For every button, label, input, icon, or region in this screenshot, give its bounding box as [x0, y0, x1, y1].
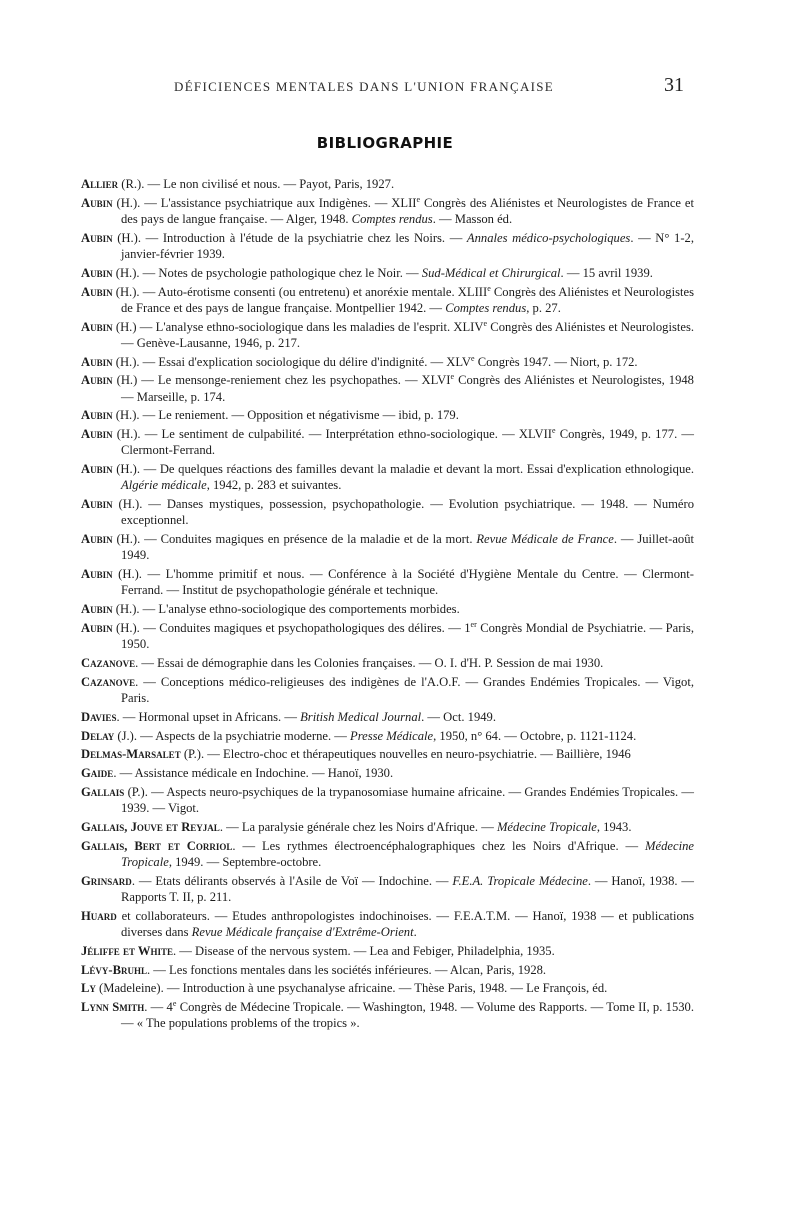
entry-text: (H.). — Le sentiment de culpabilité. — Interprétation ethno-sociologique. — XLVII: [112, 427, 552, 442]
bibliography-entry: [81, 284, 694, 316]
entry-author: Delmas-Marsalet: [81, 747, 181, 762]
bibliography-entry: [81, 908, 694, 940]
entry-text: Congrès Mondial de Psychiatrie. — Paris, 1950.: [121, 620, 694, 652]
entry-author: Jéliffe et White: [81, 943, 173, 958]
entry-text: . — Assistance médicale en Indochine. — Hanoï, 1930.: [113, 766, 394, 781]
entry-author: Aubin: [81, 602, 113, 617]
entry-text: . — Hormonal upset in Africans. —: [116, 709, 301, 724]
entry-text: (P.). — Electro-choc et thérapeutiques nouvelles en neuro-psychiatrie. — Baillière, 1946: [180, 747, 631, 762]
entry-text: . — Hanoï, 1938. — Rapports T. II, p. 211.: [121, 873, 694, 904]
entry-author: Delay: [81, 728, 115, 743]
entry-text: (P.). — Aspects neuro-psychiques de la trypanosomiase humaine africaine. — Grandes Endémies Tropicales. — 1939. — Vigot.: [121, 784, 694, 816]
entry-text: (H.) — Le mensonge-reniement chez les psychopathes. — XLVI: [112, 373, 451, 388]
entry-title-italic: Revue Médicale française d'Extrême-Orient: [191, 924, 414, 939]
page-number: 31: [664, 74, 684, 96]
bibliography-entry: [81, 709, 694, 725]
bibliography-entry: [81, 566, 694, 598]
entry-text: Congrès des Aliénistes et Neurologistes de France et des pays de langue française. Montpellier 1942. —: [121, 284, 694, 315]
entry-text: (H.). — Conduites magiques et psychopathologiques des délires. — 1: [112, 620, 471, 635]
entry-text: (H.). — Notes de psychologie pathologique chez le Noir. —: [112, 265, 422, 280]
entry-text: , 1950, n° 64. — Octobre, p. 1121-1124.: [433, 728, 637, 743]
entry-author: Davies: [81, 709, 117, 724]
entry-text: (H.). — L'homme primitif et nous. — Conférence à la Société d'Hygiène Mentale du Centre. — Clermont-Ferrand. — Institut de psychopathologie générale et technique.: [112, 567, 694, 598]
entry-author: Huard: [81, 908, 117, 923]
entry-author: Lynn Smith: [81, 1000, 145, 1015]
entry-text: Congrès, 1949, p. 177. — Clermont-Ferrand.: [121, 427, 694, 458]
bibliography-entry: [81, 655, 694, 671]
entry-text: , p. 27.: [526, 300, 561, 315]
entry-text: (H.). — Le reniement. — Opposition et négativisme — ibid, p. 179.: [112, 408, 459, 423]
entry-text: (H.). — L'assistance psychiatrique aux Indigènes. — XLII: [112, 195, 417, 210]
entry-author: Lévy-Bruhl: [81, 962, 147, 977]
bibliography-entry: [81, 601, 694, 617]
entry-text: Congrès 1947. — Niort, p. 172.: [474, 354, 638, 369]
bibliography-entry: [81, 674, 694, 706]
entry-text: .: [413, 924, 417, 939]
entry-title-italic: Sud-Médical et Chirurgical: [421, 265, 561, 280]
bibliography-entry: [81, 407, 694, 423]
entry-text: (H.). — L'analyse ethno-sociologique des comportements morbides.: [112, 602, 460, 617]
entry-title-italic: Revue Médicale de France: [476, 532, 614, 547]
entry-title-italic: F.E.A. Tropicale Médecine: [452, 873, 588, 888]
entry-text: Congrès de Médecine Tropicale. — Washington, 1948. — Volume des Rapports. — Tome II, p. 1530. — « The populations problems of the tropics ».: [121, 1000, 694, 1031]
entry-text: . — N° 1-2, janvier-février 1939.: [121, 230, 694, 261]
entry-author: Aubin: [81, 319, 113, 334]
bibliography-entry: [81, 943, 694, 959]
entry-text: . — Conceptions médico-religieuses des indigènes de l'A.O.F. — Grandes Endémies Tropicales. — Vigot, Paris.: [121, 674, 694, 705]
entry-text: . — 15 avril 1939.: [560, 265, 653, 280]
entry-text: (H.). — Conduites magiques en présence de la maladie et de la mort.: [112, 532, 477, 547]
entry-text: (H.). — Danses mystiques, possession, psychopathologie. — Evolution psychiatrique. — 1948. — Numéro exceptionnel.: [112, 497, 694, 528]
entry-author: Aubin: [81, 195, 113, 210]
superscript: e: [416, 194, 421, 204]
entry-text: (H.). — Introduction à l'étude de la psychiatrie chez les Noirs. —: [112, 230, 467, 245]
bibliography-entry: [81, 962, 694, 978]
section-title: BIBLIOGRAPHIE: [316, 134, 454, 152]
entry-author: Aubin: [81, 497, 113, 512]
bibliography-entry: [81, 230, 694, 262]
entry-author: Grinsard: [81, 873, 132, 888]
entry-title-italic: Médecine Tropicale: [121, 838, 694, 869]
superscript: er: [470, 619, 477, 629]
entry-text: . — 4: [144, 1000, 173, 1015]
entry-text: (H.) — L'analyse ethno-sociologique dans les maladies de l'esprit. XLIV: [112, 319, 484, 334]
entry-text: . — Les fonctions mentales dans les sociétés inférieures. — Alcan, Paris, 1928.: [147, 962, 547, 977]
entry-text: . — Essai de démographie dans les Colonies françaises. — O. I. d'H. P. Session de mai 1930.: [135, 655, 604, 670]
superscript: e: [172, 998, 177, 1008]
bibliography-entry: [81, 372, 694, 404]
running-title: DÉFICIENCES MENTALES DANS L'UNION FRANÇAISE: [174, 79, 555, 94]
entry-title-italic: British Medical Journal: [300, 709, 422, 724]
bibliography-entry: [81, 999, 694, 1031]
entry-text: Congrès des Aliénistes et Neurologistes, 1948 — Marseille, p. 174.: [121, 373, 694, 404]
entry-text: . — Les rythmes électroencéphalographiques chez les Noirs d'Afrique. —: [232, 838, 646, 853]
superscript: e: [483, 318, 488, 328]
entry-author: Aubin: [81, 462, 113, 477]
entry-author: Aubin: [81, 567, 113, 582]
entry-author: Gallais, Jouve et Reyjal: [81, 819, 220, 834]
bibliography-entry: [81, 980, 694, 996]
entry-text: . — Etats délirants observés à l'Asile de Voï — Indochine. —: [131, 873, 453, 888]
bibliography-entry: [81, 784, 694, 816]
bibliography-entry: [81, 620, 694, 652]
entry-author: Aubin: [81, 408, 113, 423]
bibliography-entry: [81, 461, 694, 493]
entry-text: , 1942, p. 283 et suivantes.: [206, 478, 342, 493]
entry-text: (J.). — Aspects de la psychiatrie moderne. —: [114, 728, 351, 743]
entry-author: Aubin: [81, 373, 113, 388]
entry-author: Cazanove: [81, 655, 136, 670]
entry-author: Gallais: [81, 784, 125, 799]
bibliography-entry: [81, 195, 694, 227]
bibliography-entry: [81, 765, 694, 781]
bibliography-entry: [81, 319, 694, 351]
bibliography-entry: [81, 838, 694, 870]
entry-text: . — Juillet-août 1949.: [121, 532, 695, 563]
entry-title-italic: Médecine Tropicale: [496, 819, 597, 834]
bibliography-entry: [81, 496, 694, 528]
entry-author: Aubin: [81, 284, 113, 299]
entry-text: . — La paralysie générale chez les Noirs d'Afrique. —: [219, 819, 497, 834]
entry-text: . — Oct. 1949.: [421, 709, 496, 724]
running-header: [174, 74, 684, 98]
bibliography-entry: [81, 354, 694, 370]
entry-title-italic: Presse Médicale: [350, 728, 434, 743]
entry-text: (R.). — Le non civilisé et nous. — Payot, Paris, 1927.: [118, 177, 395, 191]
entry-author: Aubin: [81, 265, 113, 280]
entry-title-italic: Comptes rendus: [351, 212, 433, 226]
entry-author: Aubin: [81, 532, 113, 547]
entry-text: , 1943.: [596, 819, 632, 834]
entry-author: Aubin: [81, 354, 113, 369]
entry-author: Aubin: [81, 230, 113, 245]
bibliography-entry: [81, 265, 694, 281]
entry-text: et collaborateurs. — Etudes anthropologistes indochinoises. — F.E.A.T.M. — Hanoï, 1938 — et publications diverses dans: [116, 908, 694, 939]
bibliography-entry: [81, 873, 694, 905]
superscript: e: [450, 372, 455, 382]
entry-author: Gallais, Bert et Corriol: [81, 838, 233, 853]
bibliography-entry: [81, 426, 694, 458]
bibliography-entry: [81, 176, 694, 192]
superscript: e: [487, 283, 491, 293]
bibliography-list: [81, 176, 694, 1034]
entry-author: Cazanove: [81, 674, 136, 689]
entry-text: Congrès des Aliénistes et Neurologistes de France et des pays de langue française. — Alger, 1948.: [121, 195, 694, 226]
entry-author: Allier: [81, 177, 119, 191]
bibliography-entry: [81, 746, 694, 762]
entry-author: Gaide: [81, 766, 114, 781]
entry-text: (H.). — De quelques réactions des familles devant la maladie et devant la mort. Essai d'explication ethnologique.: [112, 462, 694, 477]
entry-text: . — Masson éd.: [432, 212, 513, 226]
superscript: e: [471, 353, 475, 363]
entry-author: Ly: [81, 981, 96, 996]
bibliography-entry: [81, 531, 694, 563]
entry-text: (H.). — Essai d'explication sociologique du délire d'indignité. — XLV: [112, 354, 471, 369]
entry-author: Aubin: [81, 427, 113, 442]
entry-text: Congrès des Aliénistes et Neurologistes. — Genève-Lausanne, 1946, p. 217.: [121, 319, 694, 350]
entry-text: . — Disease of the nervous system. — Lea and Febiger, Philadelphia, 1935.: [172, 943, 555, 958]
bibliography-entry: [81, 819, 694, 835]
entry-text: (Madeleine). — Introduction à une psychanalyse africaine. — Thèse Paris, 1948. — Le François, éd.: [95, 981, 608, 996]
entry-text: (H.). — Auto-érotisme consenti (ou entretenu) et anoréxie mentale. XLIII: [112, 284, 488, 299]
entry-title-italic: Algérie médicale: [121, 478, 207, 493]
entry-author: Aubin: [81, 620, 113, 635]
entry-text: , 1949. — Septembre-octobre.: [168, 854, 322, 869]
bibliography-entry: [81, 728, 694, 744]
entry-title-italic: Annales médico-psychologiques: [466, 230, 631, 245]
superscript: e: [551, 426, 556, 435]
entry-title-italic: Comptes rendus: [445, 300, 527, 315]
